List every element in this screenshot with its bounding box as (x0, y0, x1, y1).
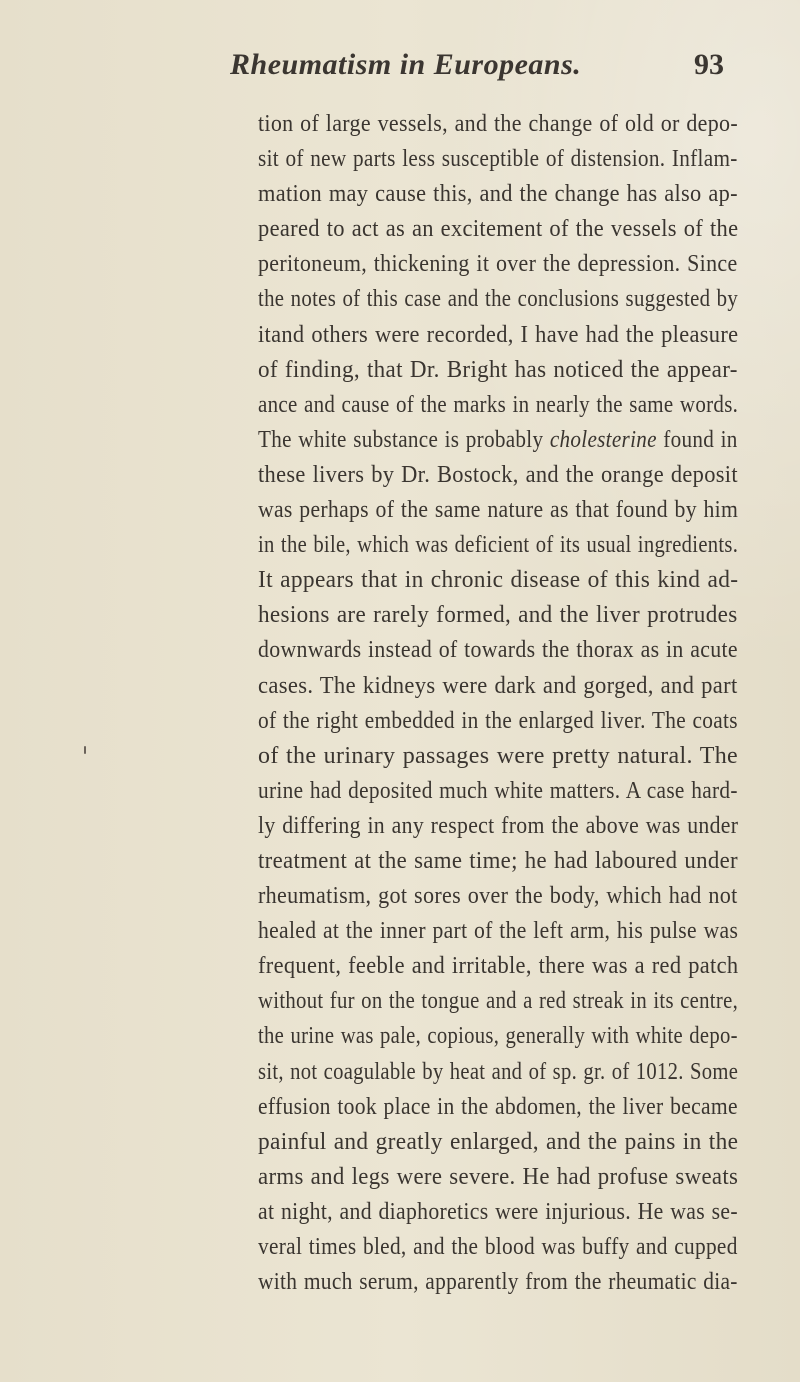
text-line: It appears that in chronic disease of this kind ad- (258, 566, 739, 594)
running-title: Rheumatism in Europeans. (230, 48, 582, 81)
text-line: arms and legs were severe. He had profuse sweats (258, 1162, 739, 1190)
text-line: frequent, feeble and irritable, there was a red patch (258, 952, 739, 980)
text-line-with-italic (258, 422, 738, 457)
text-line: mation may cause this, and the change has also ap- (258, 180, 738, 208)
text-line: ly differing in any respect from the above was under (258, 811, 739, 839)
text-segment: found in (656, 425, 738, 453)
text-line: without fur on the tongue and a red streak in its centre, (258, 987, 739, 1015)
text-line: tion of large vessels, and the change of old or depo- (258, 110, 738, 137)
text-line: treatment at the same time; he had laboured under (258, 846, 738, 874)
text-line: downwards instead of towards the thorax as in acute (258, 636, 738, 664)
text-line: sit, not coagulable by heat and of sp. gr. of 1012. Some (258, 1057, 739, 1085)
text-line: veral times bled, and the blood was buffy and cupped (258, 1233, 738, 1260)
text-line: of the urinary passages were pretty natural. The (258, 741, 739, 769)
text-line: the urine was pale, copious, generally with white depo- (258, 1022, 738, 1050)
text-line: ance and cause of the marks in nearly the same words. (258, 390, 739, 418)
text-line: at night, and diaphoretics were injurious. He was se- (258, 1197, 738, 1225)
text-line: hesions are rarely formed, and the liver protrudes (258, 601, 738, 629)
page-number: 93 (694, 48, 724, 81)
text-line: the notes of this case and the conclusions suggested by (258, 285, 739, 313)
text-line: urine had deposited much white matters. A case hard- (258, 776, 738, 804)
italic-term: cholesterine (549, 425, 657, 453)
text-line: peared to act as an excitement of the vessels of the (258, 215, 739, 243)
text-line: effusion took place in the abdomen, the liver became (258, 1092, 738, 1120)
text-line: itand others were recorded, I have had the pleasure (258, 320, 739, 348)
text-line: with much serum, apparently from the rheumatic dia- (258, 1268, 738, 1296)
text-line: of finding, that Dr. Bright has noticed the appear- (258, 355, 738, 383)
text-segment: The white substance is probably (258, 425, 550, 453)
text-line: sit of new parts less susceptible of distension. Inflam- (258, 145, 738, 173)
text-line: healed at the inner part of the left arm, his pulse was (258, 917, 739, 945)
text-line: rheumatism, got sores over the body, which had not (258, 882, 738, 910)
text-line: of the right embedded in the enlarged liver. The coats (258, 706, 738, 734)
text-line: painful and greatly enlarged, and the pains in the (258, 1127, 739, 1155)
margin-mark (84, 746, 86, 754)
text-line: in the bile, which was deficient of its usual ingredients. (258, 531, 739, 559)
running-head (0, 48, 800, 92)
text-line: peritoneum, thickening it over the depression. Since (258, 250, 738, 278)
text-line: was perhaps of the same nature as that found by him (258, 496, 739, 524)
text-line: these livers by Dr. Bostock, and the orange deposit (258, 460, 738, 488)
text-line: cases. The kidneys were dark and gorged, and part (258, 671, 738, 699)
body-text (258, 106, 738, 1299)
